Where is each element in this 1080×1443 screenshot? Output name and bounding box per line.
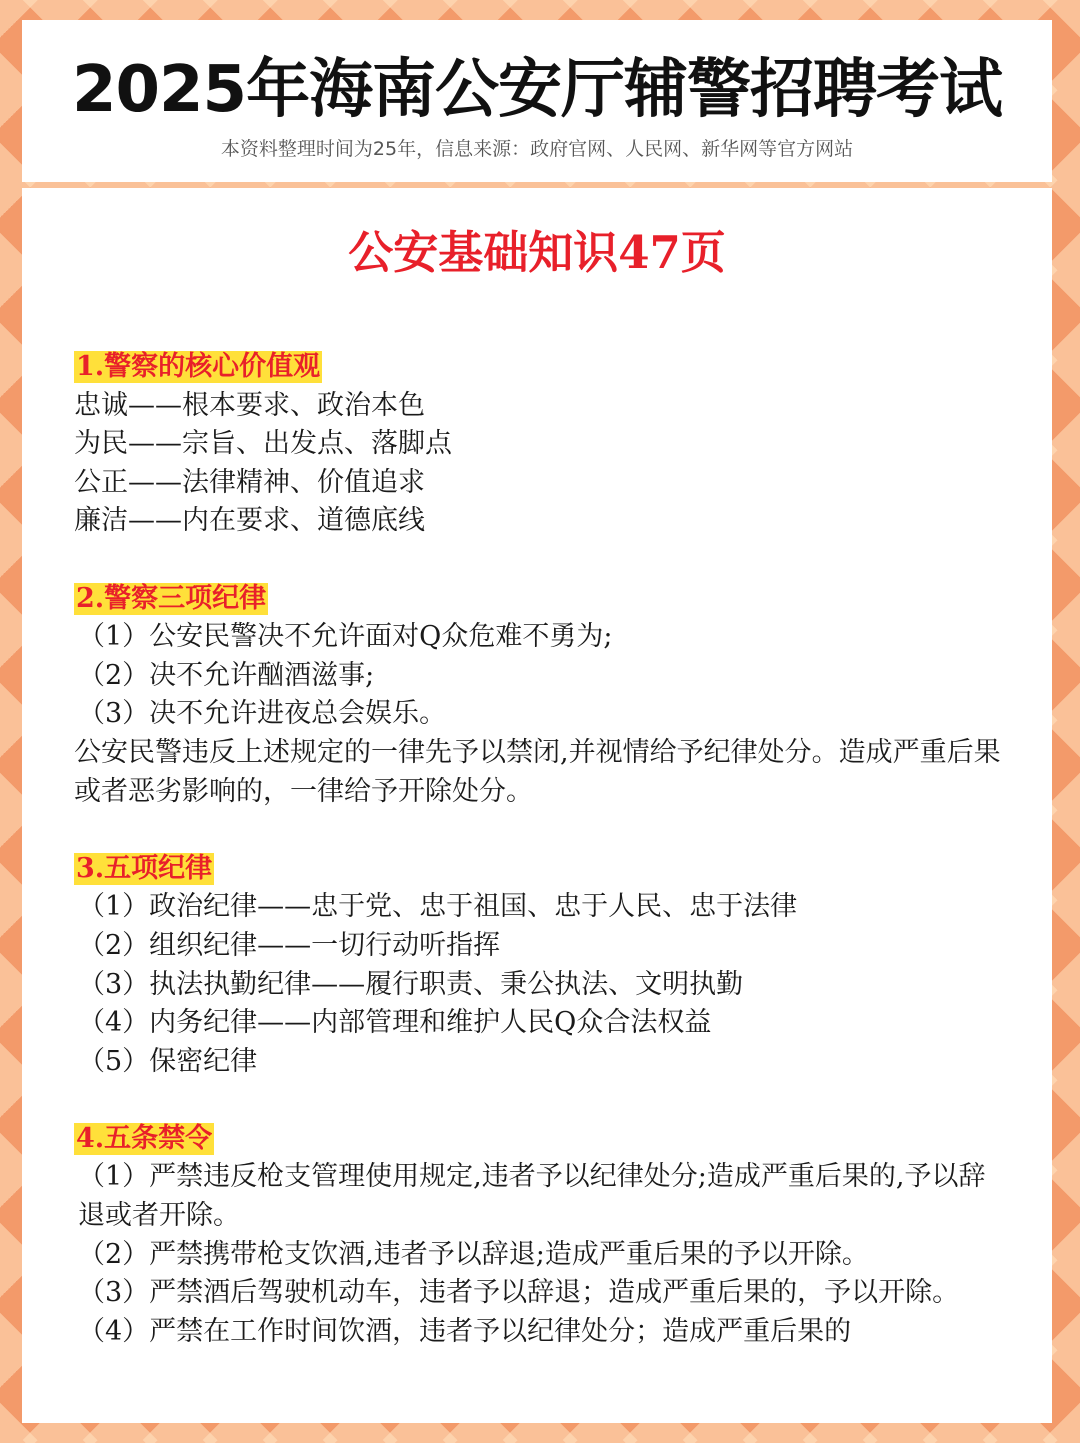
list-item: （4）内务纪律——内部管理和维护人民Q众合法权益: [78, 1007, 712, 1039]
list-item: （1）严禁违反枪支管理使用规定,违者予以纪律处分;造成严重后果的,予以辞退或者开除。: [78, 1161, 986, 1232]
section-heading: 1.警察的核心价值观: [76, 351, 321, 382]
list-item: （3）严禁酒后驾驶机动车，违者予以辞退；造成严重后果的，予以开除。: [78, 1277, 960, 1309]
list-item: （2）组织纪律——一切行动听指挥: [78, 929, 501, 961]
list-item: 为民——宗旨、出发点、落脚点: [74, 428, 452, 460]
source-note: 本资料整理时间为25年，信息来源：政府官网、人民网、新华网等官方网站: [220, 138, 854, 160]
list-item: （2）严禁携带枪支饮酒,违者予以辞退;造成严重后果的予以开除。: [78, 1238, 869, 1270]
section-heading: 4.五条禁令: [76, 1122, 213, 1154]
list-item: 公正——法律精神、价值追求: [74, 466, 425, 498]
list-item: （4）严禁在工作时间饮酒，违者予以纪律处分；造成严重后果的: [78, 1315, 852, 1347]
page-title: 2025年海南公安厅辅警招聘考试: [71, 53, 1003, 127]
list-item: （1）政治纪律——忠于党、忠于祖国、忠于人民、忠于法律: [78, 891, 798, 923]
section-paragraph: 公安民警违反上述规定的一律先予以禁闭,并视情给予纪律处分。造成严重后果或者恶劣影响的，一律给予开除处分。: [74, 736, 1001, 807]
header-banner: [22, 20, 1052, 182]
list-item: （3）决不允许进夜总会娱乐。: [78, 698, 447, 730]
document-title: 公安基础知识47页: [348, 226, 726, 279]
section-core-values: [74, 348, 1004, 541]
section-three-disciplines: [74, 580, 1004, 812]
list-item: （3）执法执勤纪律——履行职责、秉公执法、文明执勤: [78, 968, 744, 1000]
list-item: （2）决不允许酗酒滋事;: [78, 659, 375, 691]
list-item: 忠诚——根本要求、政治本色: [74, 389, 425, 421]
section-heading: 3.五项纪律: [76, 852, 213, 884]
document-body: [74, 348, 1004, 1351]
list-item: 廉洁——内在要求、道德底线: [74, 505, 425, 537]
section-five-prohibitions: [74, 1120, 1004, 1352]
list-item: （5）保密纪律: [78, 1045, 258, 1077]
section-heading: 2.警察三项纪律: [76, 582, 267, 614]
content-card: [22, 188, 1052, 1423]
section-five-disciplines: [74, 850, 1004, 1082]
list-item: （1）公安民警决不允许面对Q众危难不勇为;: [78, 621, 613, 653]
